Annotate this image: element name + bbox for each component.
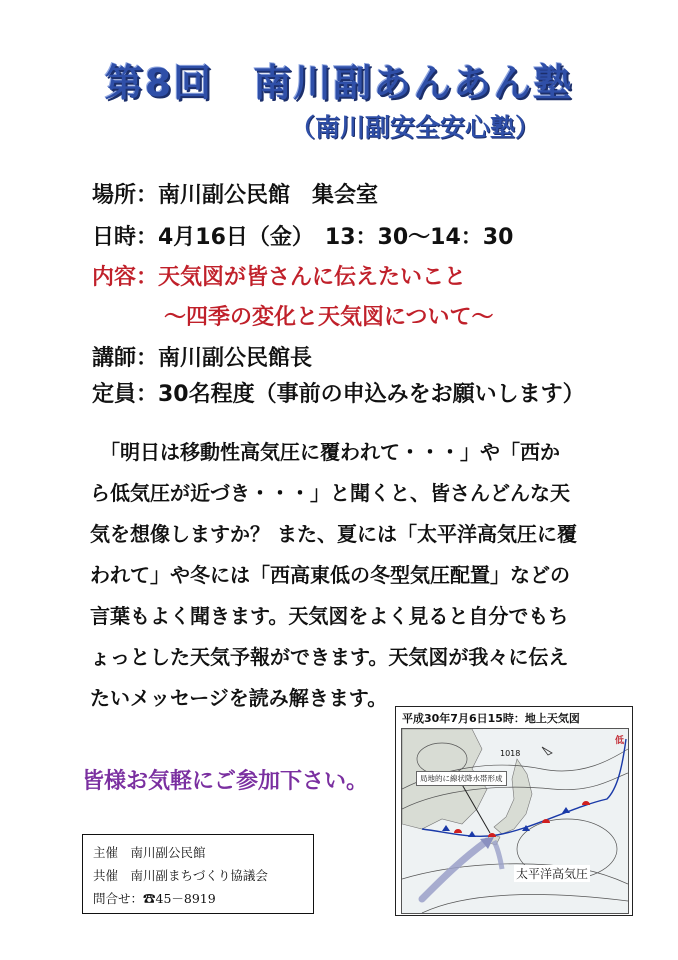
organizer-contact: 問合せ：☎45－8919 <box>93 891 216 906</box>
paragraph-line: われて」や冬には「西高東低の冬型気圧配置」などの <box>90 563 570 587</box>
invitation-text: 皆様お気軽にご参加下さい。 <box>82 769 369 794</box>
paragraph-line: ら低気圧が近づき・・・」と聞くと、皆さんどんな天 <box>90 481 570 505</box>
weather-map-isobar-label: 1018 <box>500 749 521 758</box>
description-paragraph <box>90 432 610 719</box>
info-datetime: 日時：4月16日（金） 13：30～14：30 <box>92 225 514 250</box>
organizer-host: 主催 南川副公民館 <box>93 845 206 860</box>
organizer-box <box>82 834 314 914</box>
paragraph-line: ょっとした天気予報ができます。天気図が我々に伝え <box>90 645 569 669</box>
weather-map-note: 局地的に線状降水帯形成 <box>416 771 507 786</box>
info-lecturer: 講師：南川副公民館長 <box>92 346 313 371</box>
paragraph-line: 気を想像しますか？ また、夏には「太平洋高気圧に覆 <box>90 522 577 546</box>
paragraph-line: 「明日は移動性高気圧に覆われて・・・」や「西か <box>90 440 560 464</box>
weather-map-title: 平成30年7月6日15時：地上天気図 <box>402 712 580 725</box>
weather-map-high-label: 太平洋高気圧 <box>516 867 589 881</box>
info-content-sub: ～四季の変化と天気図について～ <box>164 305 494 330</box>
page-title: 第8回 南川副あんあん塾 <box>104 61 574 105</box>
info-capacity: 定員：30名程度（事前の申込みをお願いします） <box>92 382 585 407</box>
page-subtitle: （南川副安全安心塾） <box>290 113 541 142</box>
weather-map <box>395 706 633 916</box>
paragraph-line: たいメッセージを読み解きます。 <box>90 686 388 710</box>
info-place: 場所：南川副公民館 集会室 <box>92 183 379 208</box>
info-content: 内容：天気図が皆さんに伝えたいこと <box>92 265 467 290</box>
weather-map-image <box>401 728 629 914</box>
weather-map-low-label: 低 <box>614 736 624 746</box>
paragraph-line: 言葉もよく聞きます。天気図をよく見ると自分でもち <box>90 604 569 628</box>
organizer-cohost: 共催 南川副まちづくり協議会 <box>93 868 268 883</box>
